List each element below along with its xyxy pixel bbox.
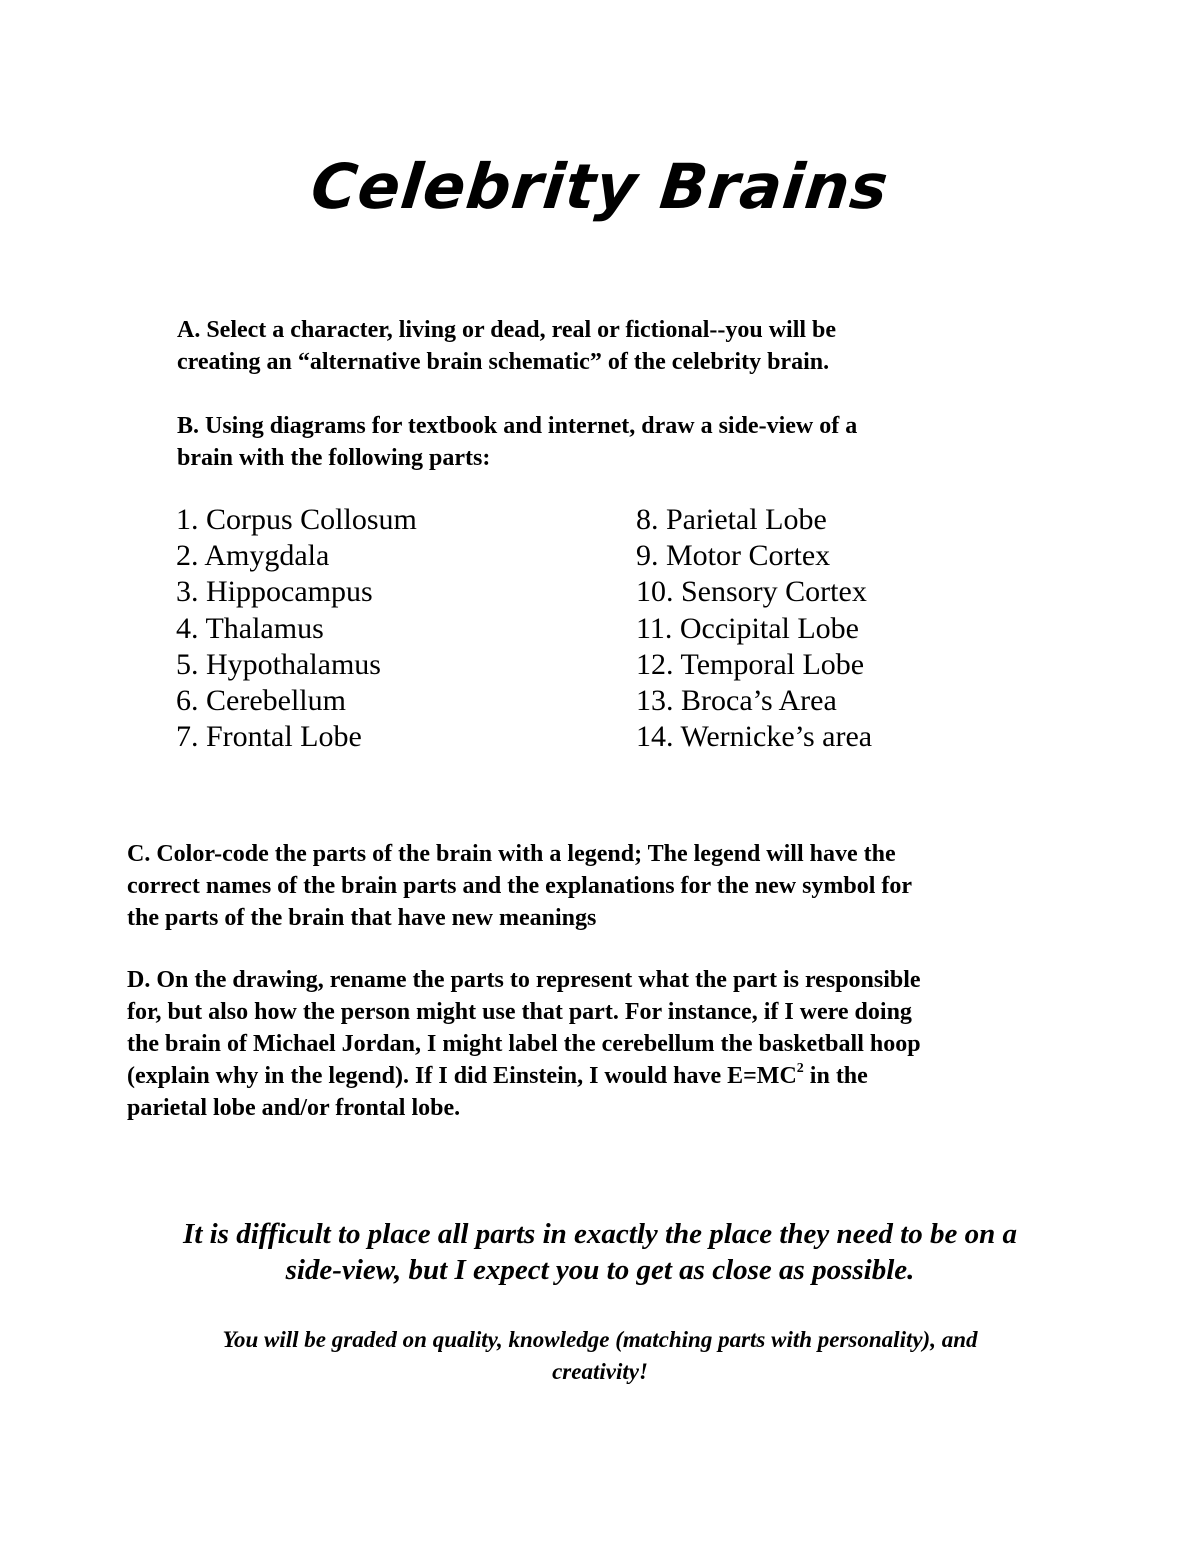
list-item: 4. Thalamus [176,611,324,645]
list-item: 3. Hippocampus [176,575,373,609]
brain-parts-list-right [636,502,872,755]
placement-note-line: It is difficult to place all parts in exactly the place they need to be on a [183,1218,1017,1250]
list-item: 7. Frontal Lobe [176,720,362,754]
brain-parts-list-left [176,502,417,755]
instruction-d-line: parietal lobe and/or frontal lobe. [127,1095,461,1121]
instruction-d-text: in the [803,1063,868,1089]
superscript-exponent: 2 [796,1061,804,1076]
instruction-a-line: creating an “alternative brain schematic” of the celebrity brain. [177,349,830,375]
list-item: 11. Occipital Lobe [636,611,859,645]
instruction-d-line: D. On the drawing, rename the parts to represent what the part is responsible [127,967,921,993]
instruction-d-line: the brain of Michael Jordan, I might label the cerebellum the basketball hoop [127,1031,921,1057]
list-item: 1. Corpus Collosum [176,503,417,536]
list-item: 12. Temporal Lobe [636,647,865,681]
page-title: Celebrity Brains [307,150,893,223]
instruction-c [127,838,1067,934]
instruction-b-line: brain with the following parts: [177,445,491,471]
list-item: 6. Cerebellum [176,684,346,718]
list-item: 14. Wernicke’s area [636,720,873,754]
placement-note [100,1216,1100,1288]
list-item: 13. Broca’s Area [636,684,837,718]
instruction-d [127,964,1067,1124]
list-item: 8. Parietal Lobe [636,503,827,536]
grading-note [100,1324,1100,1388]
list-item: 2. Amygdala [176,539,330,573]
list-item: 10. Sensory Cortex [636,575,867,609]
instruction-d-text: (explain why in the legend). If I did Einstein, I would have E=MC [127,1063,797,1089]
list-item: 9. Motor Cortex [636,539,831,573]
instruction-c-line: C. Color-code the parts of the brain with a legend; The legend will have the [127,841,896,867]
instruction-a [177,314,997,378]
instruction-d-line: for, but also how the person might use that part. For instance, if I were doing [127,999,912,1025]
placement-note-line: side-view, but I expect you to get as close as possible. [285,1254,915,1286]
instruction-d-line [127,1063,868,1089]
grading-note-line: You will be graded on quality, knowledge (matching parts with personality), and [222,1327,978,1352]
grading-note-line: creativity! [552,1359,648,1384]
instruction-b-line: B. Using diagrams for textbook and internet, draw a side-view of a [177,413,858,439]
instruction-c-line: the parts of the brain that have new meanings [127,905,597,931]
instruction-a-line: A. Select a character, living or dead, real or fictional--you will be [177,317,837,343]
instruction-c-line: correct names of the brain parts and the explanations for the new symbol for [127,873,913,899]
instruction-b [177,410,997,474]
list-item: 5. Hypothalamus [176,647,381,681]
